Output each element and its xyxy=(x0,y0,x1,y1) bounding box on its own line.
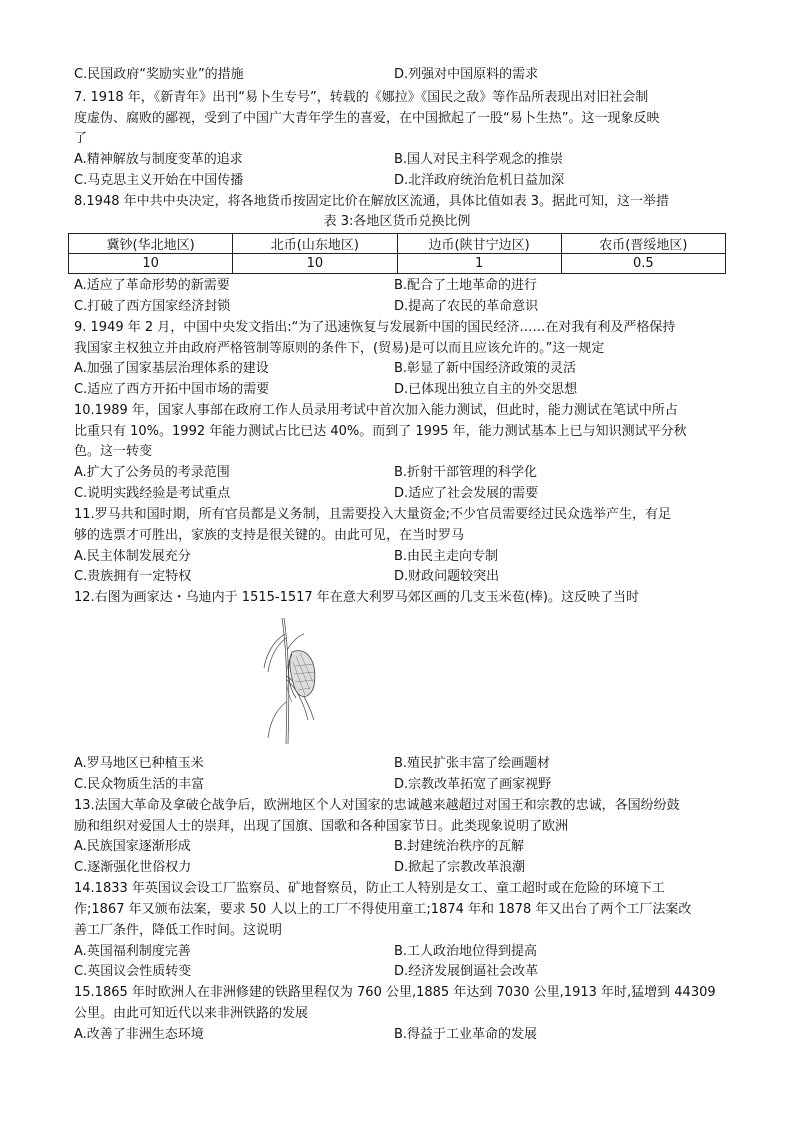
q6-option-c: C.民国政府“奖励实业”的措施 xyxy=(74,67,244,82)
q10-stem-line: 色。这一转变 xyxy=(74,444,153,459)
q9-option-a: A.加强了国家基层治理体系的建设 xyxy=(74,361,269,376)
q8-option-d: D.提高了农民的革命意识 xyxy=(394,299,539,314)
q13-option-d: D.掀起了宗教改革浪潮 xyxy=(394,860,526,875)
table-header-cell: 冀钞(华北地区) xyxy=(69,234,233,254)
q14-stem-line: 作;1867 年又颁布法案，要求 50 人以上的工厂不得使用童工;1874 年和 1878 年又出台了两个工厂法案改 xyxy=(74,902,692,917)
q12-option-d: D.宗教改革拓宽了画家视野 xyxy=(394,777,552,792)
table-cell: 1 xyxy=(397,254,561,274)
q10-option-a: A.扩大了公务员的考录范围 xyxy=(74,465,230,480)
q15-option-a: A.改善了非洲生态环境 xyxy=(74,1027,204,1042)
q9-option-c: C.适应了西方开拓中国市场的需要 xyxy=(74,382,270,397)
q11-option-c: C.贵族拥有一定特权 xyxy=(74,569,192,584)
q10-option-b: B.折射干部管理的科学化 xyxy=(394,465,538,480)
q14-option-d: D.经济发展倒逼社会改革 xyxy=(394,964,539,979)
q7-option-a: A.精神解放与制度变革的追求 xyxy=(74,152,243,167)
q14-stem-line: 善工厂条件，降低工作时间。这说明 xyxy=(74,923,283,938)
table-cell: 10 xyxy=(69,254,233,274)
q14-option-b: B.工人政治地位得到提高 xyxy=(394,944,538,959)
q9-option-b: B.彰显了新中国经济政策的灵活 xyxy=(394,361,577,376)
q7-option-d: D.北洋政府统治危机日益加深 xyxy=(394,173,565,188)
q15-stem-line: 15.1865 年时欧洲人在非洲修建的铁路里程仅为 760 公里,1885 年达到 7030 公里,1913 年时,猛增到 44309 xyxy=(74,985,716,1000)
table-cell: 0.5 xyxy=(561,254,725,274)
q7-option-b: B.国人对民主科学观念的推崇 xyxy=(394,152,564,167)
q8-stem-line: 8.1948 年中共中央决定，将各地货币按固定比价在解放区流通，具体比值如表 3。据此可知，这一举措 xyxy=(74,194,670,209)
q11-option-d: D.财政问题较突出 xyxy=(394,569,500,584)
q7-option-c: C.马克思主义开始在中国传播 xyxy=(74,173,244,188)
corn-cob xyxy=(286,651,315,702)
q11-stem-line: 够的选票才可胜出，家族的支持是很关键的。由此可见，在当时罗马 xyxy=(74,528,465,543)
q13-option-a: A.民族国家逐渐形成 xyxy=(74,839,191,854)
q8-option-c: C.打破了西方国家经济封锁 xyxy=(74,299,231,314)
table-row xyxy=(69,254,726,274)
q13-option-c: C.逐渐强化世俗权力 xyxy=(74,860,192,875)
q13-stem-line: 励和组织对爱国人士的崇拜，出现了国旗、国歌和各种国家节日。此类现象说明了欧洲 xyxy=(74,819,569,834)
q11-option-a: A.民主体制发展充分 xyxy=(74,549,191,564)
q12-option-a: A.罗马地区已种植玉米 xyxy=(74,756,204,771)
table-header-cell: 边币(陕甘宁边区) xyxy=(397,234,561,254)
q13-option-b: B.封建统治秩序的瓦解 xyxy=(394,839,525,854)
currency-rate-table xyxy=(68,233,726,274)
q15-option-b: B.得益于工业革命的发展 xyxy=(394,1027,538,1042)
table-cell: 10 xyxy=(233,254,397,274)
q9-option-d: D.已体现出独立自主的外交思想 xyxy=(394,382,578,397)
q11-stem-line: 11.罗马共和国时期，所有官员都是义务制，且需要投入大量资金;不少官员需要经过民众选举产生，有足 xyxy=(74,507,672,522)
q14-option-c: C.英国议会性质转变 xyxy=(74,964,192,979)
q9-stem-line: 9. 1949 年 2 月，中国中央发文指出:“为了迅速恢复与发展新中国的国民经济……在对我有利及严格保持 xyxy=(74,320,676,335)
table-caption: 表 3:各地区货币兑换比例 xyxy=(323,214,471,229)
q7-stem-line: 了 xyxy=(74,131,88,146)
table-header-cell: 农币(晋绥地区) xyxy=(561,234,725,254)
q11-option-b: B.由民主走向专制 xyxy=(394,549,499,564)
q8-option-b: B.配合了土地革命的进行 xyxy=(394,278,538,293)
q14-option-a: A.英国福利制度完善 xyxy=(74,944,191,959)
q12-option-c: C.民众物质生活的丰富 xyxy=(74,777,205,792)
q9-stem-line: 我国家主权独立并由政府严格管制等原则的条件下，(贸易)是可以而且应该允许的。”这一规定 xyxy=(74,341,605,356)
q10-option-c: C.说明实践经验是考试重点 xyxy=(74,486,231,501)
q10-stem-line: 10.1989 年，国家人事部在政府工作人员录用考试中首次加入能力测试，但此时，能力测试在笔试中所占 xyxy=(74,403,678,418)
q7-stem-line: 7. 1918 年，《新青年》出刊“易卜生专号”，转载的《娜拉》《国民之敌》等作品所表现出对旧社会制 xyxy=(74,90,649,105)
corn-drawing-figure xyxy=(262,616,322,746)
q12-option-b: B.殖民扩张丰富了绘画题材 xyxy=(394,756,551,771)
q10-stem-line: 比重只有 10%。1992 年能力测试占比已达 40%。而到了 1995 年，能力测试基本上已与知识测试平分秋 xyxy=(74,424,687,439)
q13-stem-line: 13.法国大革命及拿破仑战争后，欧洲地区个人对国家的忠诚越来越超过对国王和宗教的忠诚，各国纷纷鼓 xyxy=(74,798,680,813)
q14-stem-line: 14.1833 年英国议会设工厂监察员、矿地督察员，防止工人特别是女工、童工超时或在危险的环境下工 xyxy=(74,881,665,896)
q8-option-a: A.适应了革命形势的新需要 xyxy=(74,278,230,293)
table-header-row xyxy=(69,234,726,254)
q6-option-d: D.列强对中国原料的需求 xyxy=(394,67,539,82)
q10-option-d: D.适应了社会发展的需要 xyxy=(394,486,539,501)
q7-stem-line: 度虚伪、腐败的鄙视，受到了中国广大青年学生的喜爱，在中国掀起了一股“易卜生热”。这一现象反映 xyxy=(74,111,660,126)
q12-stem-line: 12.右图为画家达・乌迪内于 1515-1517 年在意大利罗马郊区画的几支玉米苞(棒)。这反映了当时 xyxy=(74,590,639,605)
q15-stem-line: 公里。由此可知近代以来非洲铁路的发展 xyxy=(74,1006,309,1021)
table-header-cell: 北币(山东地区) xyxy=(233,234,397,254)
